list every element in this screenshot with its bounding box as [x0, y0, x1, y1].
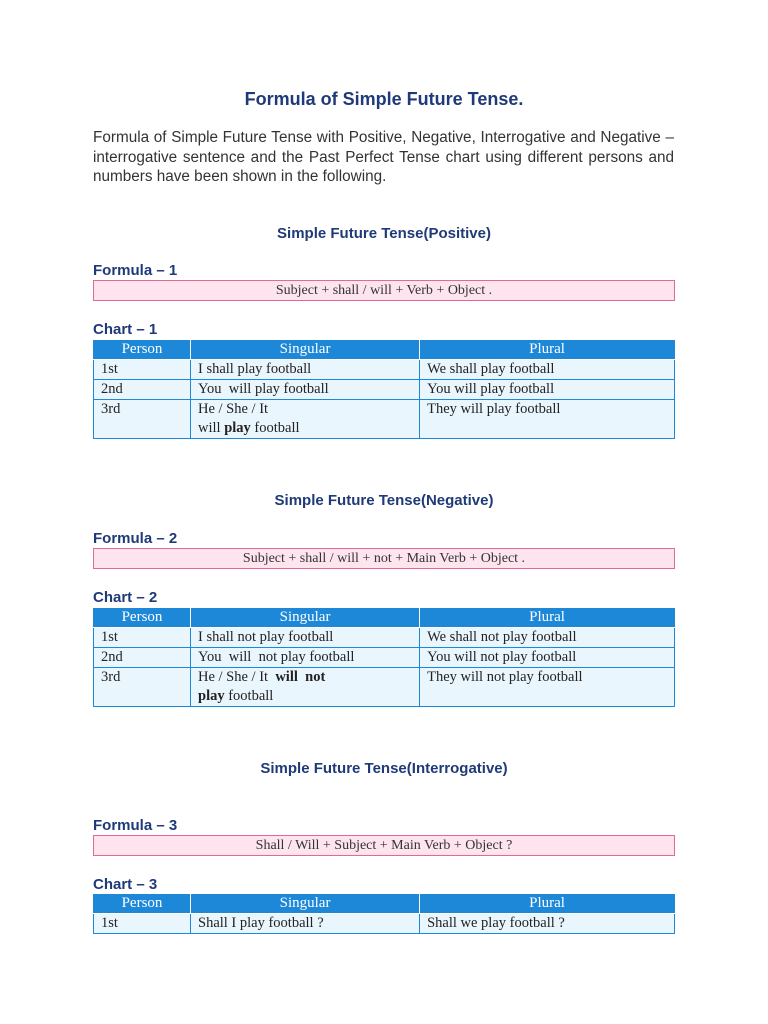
table-header-row [94, 608, 675, 628]
chart-label-3: Chart – 3 [93, 876, 158, 893]
table-row [94, 628, 675, 648]
cell-person: 2nd [94, 648, 191, 668]
formula-box-1: Subject + shall / will + Verb + Object . [93, 280, 675, 301]
header-person: Person [94, 340, 191, 360]
cell-text-bold: play [224, 420, 251, 436]
formula-box-2: Subject + shall / will + not + Main Verb + Object . [93, 548, 675, 569]
cell-plural: Shall we play football ? [420, 914, 675, 934]
header-plural: Plural [420, 894, 675, 914]
intro-paragraph: Formula of Simple Future Tense with Positive, Negative, Interrogative and Negative – interrogative sentence and the Past Perfect Tense chart using different persons and numbers have been shown in the following. [93, 129, 674, 185]
formula-label-1: Formula – 1 [93, 262, 178, 279]
cell-plural: They will play football [420, 400, 675, 439]
cell-text: He / She / It [198, 669, 276, 685]
header-singular: Singular [191, 894, 420, 914]
cell-text-bold: will not [275, 669, 326, 685]
chart-table-1 [93, 340, 675, 439]
cell-singular: Shall I play football ? [191, 914, 420, 934]
formula-label-3: Formula – 3 [93, 817, 178, 834]
cell-person: 2nd [94, 380, 191, 400]
table-row [94, 400, 675, 439]
cell-text-line: He / She / It [198, 401, 269, 417]
cell-text: football [250, 420, 300, 436]
cell-person: 1st [94, 360, 191, 380]
table-row [94, 668, 675, 707]
cell-text-bold: play [198, 688, 225, 704]
cell-person: 1st [94, 914, 191, 934]
chart-table-3 [93, 894, 675, 934]
page-title: Formula of Simple Future Tense. [244, 89, 524, 109]
header-singular: Singular [191, 340, 420, 360]
cell-singular [191, 400, 420, 439]
table-header-row [94, 340, 675, 360]
cell-plural: They will not play football [420, 668, 675, 707]
cell-person: 3rd [94, 400, 191, 439]
chart-label-2: Chart – 2 [93, 589, 158, 606]
cell-singular: I shall not play football [191, 628, 420, 648]
chart-label-1: Chart – 1 [93, 321, 158, 338]
cell-text: will [198, 420, 225, 436]
cell-person: 1st [94, 628, 191, 648]
cell-singular: You will play football [191, 380, 420, 400]
cell-person: 3rd [94, 668, 191, 707]
cell-plural: You will not play football [420, 648, 675, 668]
table-row [94, 648, 675, 668]
table-header-row [94, 894, 675, 914]
cell-text: football [224, 688, 274, 704]
header-plural: Plural [420, 340, 675, 360]
header-plural: Plural [420, 608, 675, 628]
cell-singular: I shall play football [191, 360, 420, 380]
section-heading-interrogative: Simple Future Tense(Interrogative) [260, 760, 508, 777]
chart-table-2 [93, 608, 675, 707]
cell-singular: You will not play football [191, 648, 420, 668]
formula-box-3: Shall / Will + Subject + Main Verb + Object ? [93, 835, 675, 856]
cell-singular [191, 668, 420, 707]
header-person: Person [94, 608, 191, 628]
cell-plural: We shall not play football [420, 628, 675, 648]
cell-plural: You will play football [420, 380, 675, 400]
header-singular: Singular [191, 608, 420, 628]
table-row [94, 380, 675, 400]
header-person: Person [94, 894, 191, 914]
table-row [94, 360, 675, 380]
table-row [94, 914, 675, 934]
formula-label-2: Formula – 2 [93, 530, 178, 547]
cell-plural: We shall play football [420, 360, 675, 380]
section-heading-positive: Simple Future Tense(Positive) [277, 225, 491, 242]
section-heading-negative: Simple Future Tense(Negative) [274, 492, 494, 509]
